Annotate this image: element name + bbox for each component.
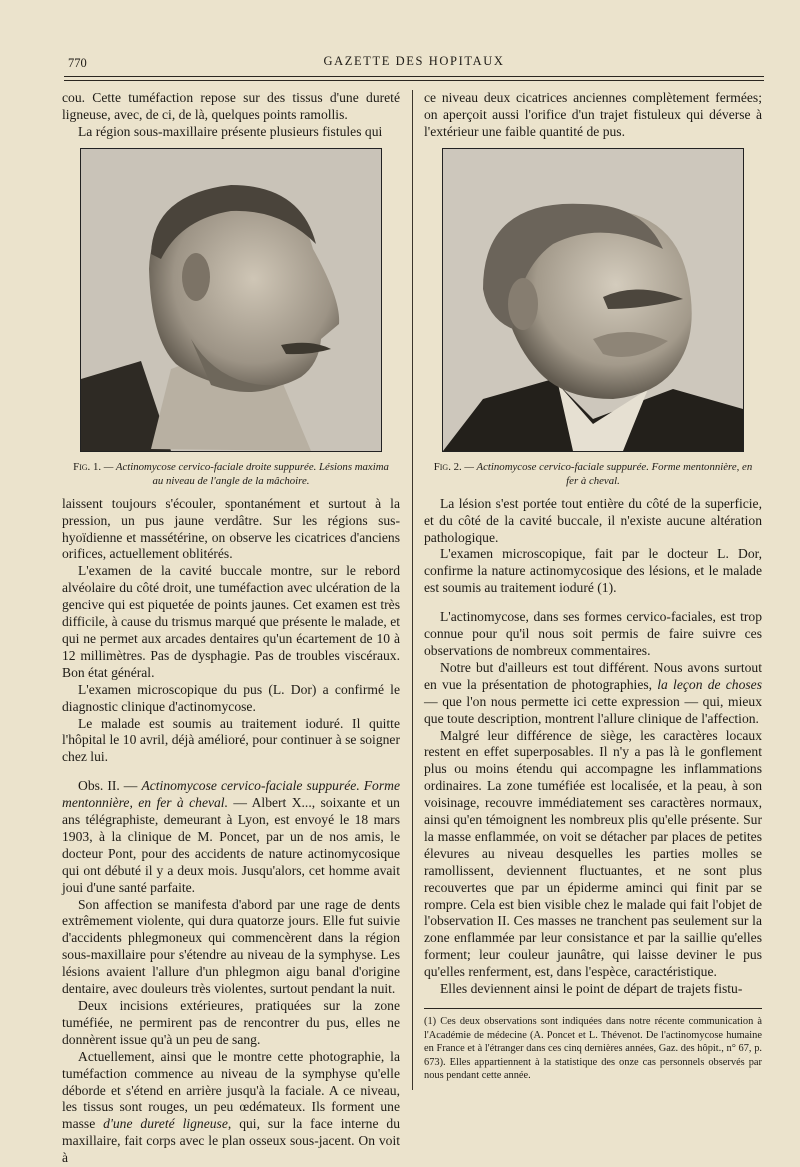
paragraph bbox=[424, 660, 762, 728]
italic-phrase: d'une dureté ligneuse bbox=[103, 1116, 228, 1132]
page-header bbox=[64, 52, 764, 72]
paragraph: La lésion s'est portée tout entière du côté de la superficie, et du côté de la cavité buccale, il n'existe aucune altération pathologique. bbox=[424, 495, 762, 545]
figure-1-caption bbox=[62, 460, 400, 488]
paragraph: laissent toujours s'écouler, spontanément et surtout à la pression, un pus jaune verdâtre. Sur les régions sus-hyoïdienne et massétérine, on observe les cicatrices d'anciens orifices, actuellement oblitérés. bbox=[62, 495, 400, 562]
paragraph: L'examen de la cavité buccale montre, sur le rebord alvéolaire du côté droit, une tuméfaction avec ulcération de la gencive qui est piquetée de points jaunes. Cet examen est très difficile, à cause du trismus marqué que présente le malade, et qui ne permet aux arcades dentaires qu'un écartement de 10 à 12 millimètres. Pas de dysphagie. Pas de troubles viscéraux. Bon état général. bbox=[62, 563, 400, 680]
paragraph: ce niveau deux cicatrices anciennes complètement fermées; on aperçoit aussi l'orifice d'un trajet fistuleux qui déverse à l'extérieur une faible quantité de pus. bbox=[424, 90, 762, 139]
figure-number: Fig. 1. bbox=[73, 460, 102, 473]
figure-2-caption bbox=[424, 460, 762, 488]
figure-number: Fig. 2. bbox=[433, 460, 462, 473]
paragraph: La région sous-maxillaire présente plusieurs fistules qui bbox=[78, 123, 383, 139]
paragraph bbox=[62, 1049, 400, 1167]
italic-phrase: la leçon de choses bbox=[657, 676, 763, 692]
paragraph: L'examen microscopique du pus (L. Dor) a confirmé le diagnostic clinique d'actinomycose. bbox=[62, 681, 400, 714]
paragraph: Deux incisions extérieures, pratiquées sur la zone tuméfiée, ne permirent pas de rencontrer du pus, elles ne donnèrent issue qu'à un peu de sang. bbox=[62, 998, 400, 1047]
paragraph: Malgré leur différence de siège, les caractères locaux restent en effet superposables. Il n'y a pas là le gonflement plus ou moins étendu qui accompagne les inflammations ordinaires. La zone tuméfiée est localisée, et la peau, à son voisinage, recouvre immédiatement ses caractères normaux, ainsi qu'en témoignent les nombreux plis qu'elle présente. Sur la masse enflammée, on voit se détacher par places de petites élevures au niveau desquelles les parties molles se ramollissent, deviennent fluctuantes, et ne sont plus recouvertes que par un épiderme aminci qui finit par se rompre. Cela est bien visible chez le malade qui fait l'objet de l'observation II. Ces masses ne tranchent pas seulement sur la zone enflammée par leur consistance et par la saillie qu'elles forment; leur couleur jaunâtre, qui laisse deviner le pus qu'elles renferment, est, dans l'espèce, caractéristique. bbox=[424, 727, 762, 980]
paragraph: cou. Cette tuméfaction repose sur des tissus d'une dureté ligneuse, avec, de ci, de là, quelques points ramollis. bbox=[62, 90, 400, 122]
footnote: (1) Ces deux observations sont indiquées dans notre récente communication à l'Académie de médecine (A. Poncet et L. Thévenot. De l'actinomycose humaine en France et à l'étranger dans ces cinq dernières années, Gaz. des hôpit., n° 67, p. 673). Elles appartiennent à la statistique des onze cas personnels observés par nous pendant cette année. bbox=[424, 1016, 762, 1082]
paragraph: L'examen microscopique, fait par le docteur L. Dor, confirme la nature actinomycosique des lésions, et le malade est soumis au traitement ioduré (1). bbox=[424, 546, 762, 596]
paragraph: L'actinomycose, dans ses formes cervico-faciales, est trop connue pour qu'il nous soit permis de faire suivre ces observations de nombreux commentaires. bbox=[424, 609, 762, 658]
page-number: 770 bbox=[68, 56, 87, 70]
observation-label: Obs. II. bbox=[78, 778, 120, 794]
journal-title: GAZETTE DES HOPITAUX bbox=[323, 54, 505, 68]
left-column bbox=[62, 90, 400, 1167]
observation-text: — Albert X..., soixante et un ans télégraphiste, demeurant à Lyon, est envoyé le 18 mars 1903, à la clinique de M. Poncet, par un de nos amis, le docteur Pont, pour des accidents de nature actinomycosique qui ont débuté il y a deux mois. Jusqu'alors, cet homme avait joui d'une santé parfaite. bbox=[62, 795, 400, 895]
observation-heading: Obs. II. — Actinomycose cervico-faciale suppurée. Forme mentonnière, en fer à cheval. — Albert X..., soixante et un ans télégraphiste, demeurant à Lyon, est envoyé le 18 mars 1903, à la clinique de M. Poncet, par un de nos amis, le docteur Pont, pour des accidents de nature actinomycosique qui ont débuté il y a deux mois. Jusqu'alors, cet homme avait joui d'une santé parfaite. bbox=[62, 778, 400, 895]
column-divider bbox=[412, 90, 413, 1090]
paragraph: Son affection se manifesta d'abord par une rage de dents extrêmement violente, qui dura quatorze jours. Elle fut suivie d'accidents phlegmoneux qui commencèrent dans la région sous-maxillaire pour s'étendre au niveau de la symphyse. Les lésions avaient l'allure d'un phlegmon aigu banal d'origine dentaire, avec douleurs très violentes, surtout pendant la nuit. bbox=[62, 896, 400, 997]
paragraph: Le malade est soumis au traitement ioduré. Il quitte l'hôpital le 10 avril, déjà amélioré, pour continuer à se soigner chez lui. bbox=[62, 715, 400, 765]
footnote-rule bbox=[424, 1008, 762, 1009]
paragraph: Elles deviennent ainsi le point de départ de trajets fistu- bbox=[440, 981, 743, 997]
text-span: , qui, sur la face interne du maxillaire, fait corps avec le plan osseux sous-jacent. On voit à bbox=[62, 1116, 400, 1166]
photo-profile-patient bbox=[80, 148, 382, 452]
figure-caption-text: — Actinomycose cervico-faciale suppurée. Forme mentonnière, en fer à cheval. bbox=[464, 460, 753, 487]
figure-2 bbox=[424, 148, 762, 488]
right-column bbox=[424, 90, 762, 1083]
header-rule-bottom bbox=[64, 80, 764, 81]
observation-title: Actinomycose cervico-faciale suppurée. Forme mentonnière, en fer à cheval. bbox=[62, 778, 400, 811]
text-span: Actuellement, ainsi que le montre cette photographie, la tuméfaction commence au niveau de la symphyse qu'elle déborde et s'étend en arrière jusqu'à la faciale. A ce niveau, les tissus sont rouges, un peu œdémateux. Ils forment une masse bbox=[62, 1048, 400, 1132]
text-span: Notre but d'ailleurs est tout différent. Nous avons surtout en vue la présentation de photographies, bbox=[424, 659, 762, 692]
figure-caption-text: — Actinomycose cervico-faciale droite suppurée. Lésions maxima au niveau de l'angle de la mâchoire. bbox=[103, 460, 389, 487]
figure-1 bbox=[62, 148, 400, 488]
photo-chin-patient bbox=[442, 148, 744, 452]
text-span: — que l'on nous permette ici cette expression — qui, mieux que toute description, montrent l'allure clinique de l'affection. bbox=[424, 693, 762, 726]
header-rule-top bbox=[64, 76, 764, 77]
